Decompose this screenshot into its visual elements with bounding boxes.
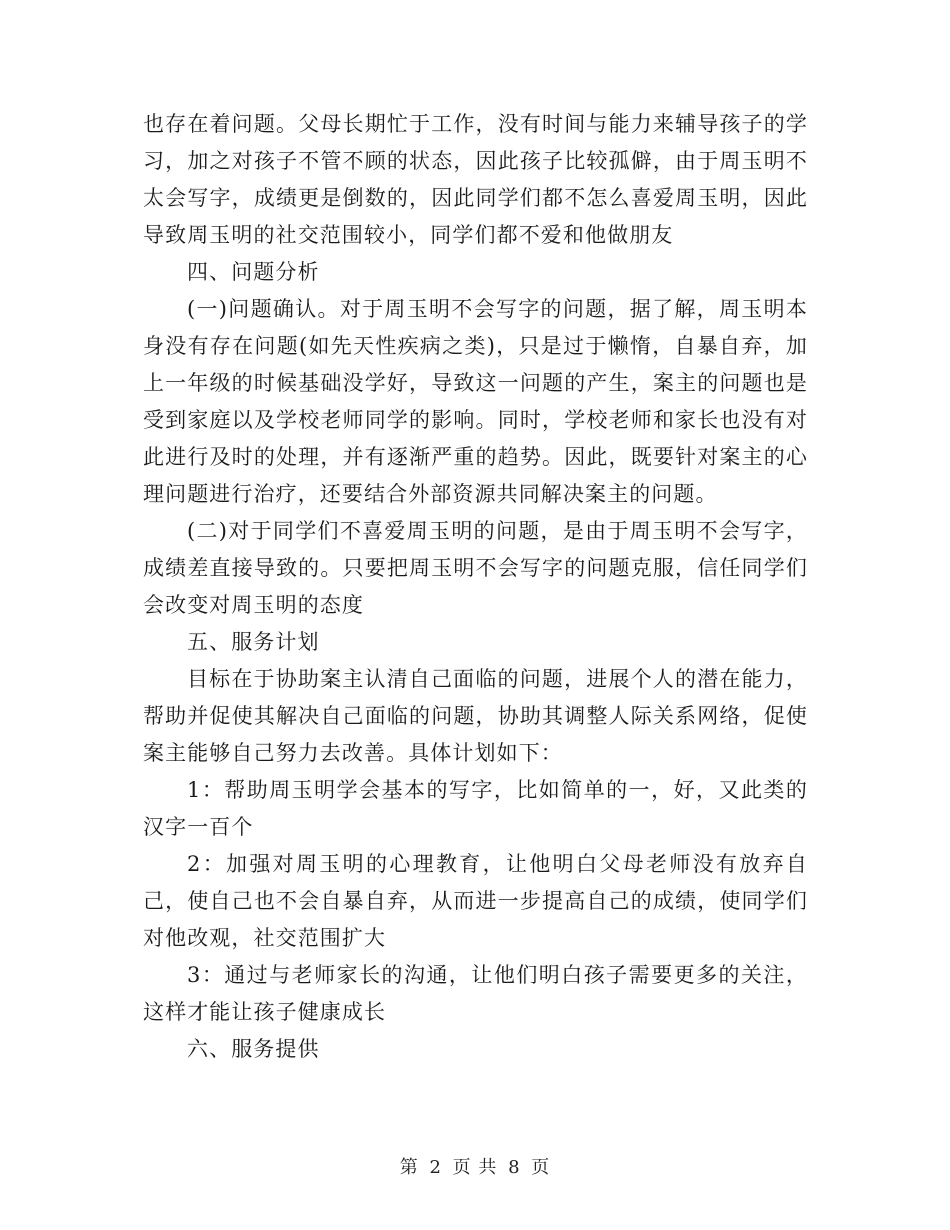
paragraph-plan-item-2: 2：加强对周玉明的心理教育，让他明白父母老师没有放弃自己，使自己也不会自暴自弃，从而进一步提高自己的成绩，使同学们对他改观，社交范围扩大: [143, 852, 808, 950]
paragraph-intro-continued: 也存在着问题。父母长期忙于工作，没有时间与能力来辅导孩子的学习，加之对孩子不管不顾的状态，因此孩子比较孤僻，由于周玉明不太会写字，成绩更是倒数的，因此同学们都不怎么喜爱周玉明，因此导致周玉明的社交范围较小，同学们都不爱和他做朋友: [143, 112, 808, 247]
footer-page-prefix: 第: [399, 1157, 419, 1178]
page-footer: [0, 1153, 950, 1179]
footer-page-total: 8: [508, 1157, 521, 1178]
paragraph-plan-item-1: 1：帮助周玉明学会基本的写字，比如简单的一，好，又此类的汉字一百个: [143, 778, 808, 839]
footer-page-suffix: 页: [531, 1157, 551, 1178]
section-heading-problem-analysis: 四、问题分析: [187, 260, 320, 284]
footer-page-number: 2: [429, 1157, 442, 1178]
footer-page-middle: 页 共: [452, 1157, 498, 1178]
section-heading-service-provision: 六、服务提供: [187, 1037, 320, 1061]
document-body: [143, 106, 808, 1068]
paragraph-plan-goal: 目标在于协助案主认清自己面临的问题，进展个人的潜在能力，帮助并促使其解决自己面临的问题，协助其调整人际关系网络，促使案主能够自己努力去改善。具体计划如下：: [143, 667, 808, 765]
paragraph-plan-item-3: 3：通过与老师家长的沟通，让他们明白孩子需要更多的关注，这样才能让孩子健康成长: [143, 963, 808, 1024]
paragraph-classmates-problem: (二)对于同学们不喜爱周玉明的问题，是由于周玉明不会写字，成绩差直接导致的。只要把周玉明不会写字的问题克服，信任同学们会改变对周玉明的态度: [143, 519, 808, 617]
section-heading-service-plan: 五、服务计划: [187, 630, 320, 654]
paragraph-problem-confirmation: (一)问题确认。对于周玉明不会写字的问题，据了解，周玉明本身没有存在问题(如先天性疾病之类)，只是过于懒惰，自暴自弃，加上一年级的时候基础没学好，导致这一问题的产生，案主的问题也是受到家庭以及学校老师同学的影响。同时，学校老师和家长也没有对此进行及时的处理，并有逐渐严重的趋势。因此，既要针对案主的心理问题进行治疗，还要结合外部资源共同解决案主的问题。: [143, 297, 808, 506]
